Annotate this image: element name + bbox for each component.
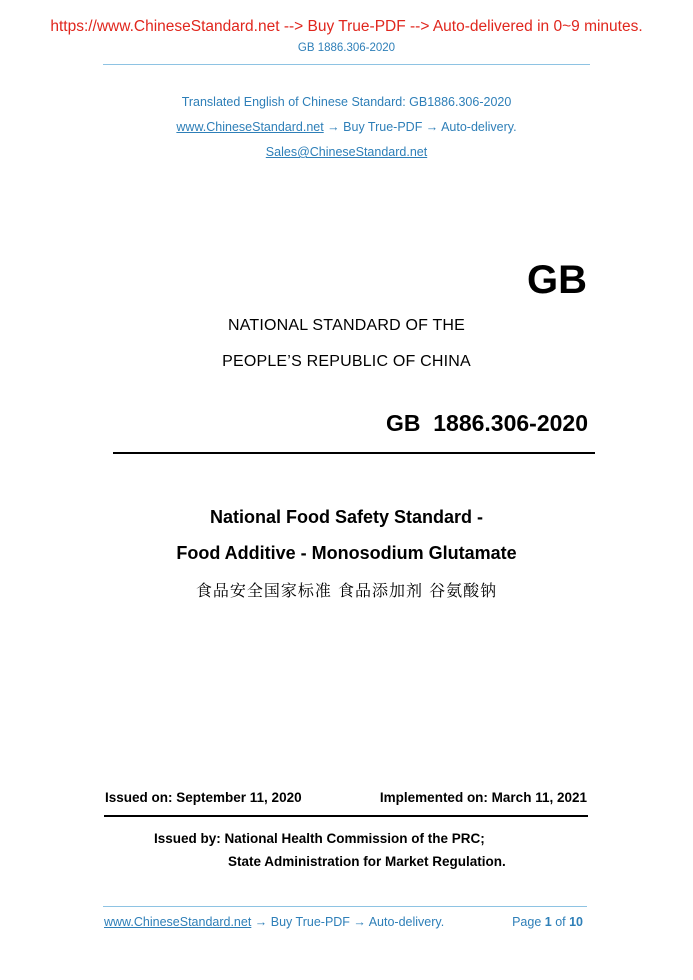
standard-number-rule [113, 452, 595, 454]
email-line [0, 145, 693, 159]
page-indicator [512, 915, 583, 929]
gb-mark: GB [527, 258, 587, 302]
title-line-2: Food Additive - Monosodium Glutamate [176, 543, 517, 563]
site-suffix: → Buy True-PDF → Auto-delivery. [323, 120, 517, 134]
dates-rule [104, 815, 588, 817]
title-chinese: 食品安全国家标准 食品添加剂 谷氨酸钠 [195, 581, 498, 600]
email-link[interactable]: Sales@ChineseStandard.net [265, 145, 428, 159]
standard-number: GB 1886.306-2020 [385, 410, 588, 436]
footer-divider [103, 906, 587, 907]
page-current: 1 [544, 915, 552, 929]
page-of: of [551, 915, 570, 929]
top-banner-text: https://www.ChineseStandard.net --> Buy True-PDF --> Auto-delivered in 0~9 minutes. [50, 18, 643, 35]
issued-on: Issued on: September 11, 2020 [105, 790, 302, 805]
footer-site-link[interactable]: www.ChineseStandard.net [104, 915, 252, 929]
issued-by-line-2: State Administration for Market Regulation. [228, 854, 506, 869]
site-link[interactable]: www.ChineseStandard.net [176, 120, 324, 134]
title-line-1: National Food Safety Standard - [209, 507, 484, 527]
footer-site-line [104, 915, 444, 929]
header-divider [103, 64, 590, 65]
header-doc-code: GB 1886.306-2020 [297, 42, 396, 54]
page-label: Page [512, 915, 545, 929]
implemented-on: Implemented on: March 11, 2021 [379, 790, 587, 805]
country-line-2: PEOPLE’S REPUBLIC OF CHINA [222, 353, 471, 370]
country-line-1: NATIONAL STANDARD OF THE [227, 317, 466, 334]
page-total: 10 [569, 915, 583, 929]
issued-by-line-1: Issued by: National Health Commission of the PRC; [154, 831, 485, 846]
footer-site-suffix: → Buy True-PDF → Auto-delivery. [251, 915, 445, 929]
site-line [0, 120, 693, 134]
translated-note: Translated English of Chinese Standard: GB1886.306-2020 [181, 95, 512, 109]
